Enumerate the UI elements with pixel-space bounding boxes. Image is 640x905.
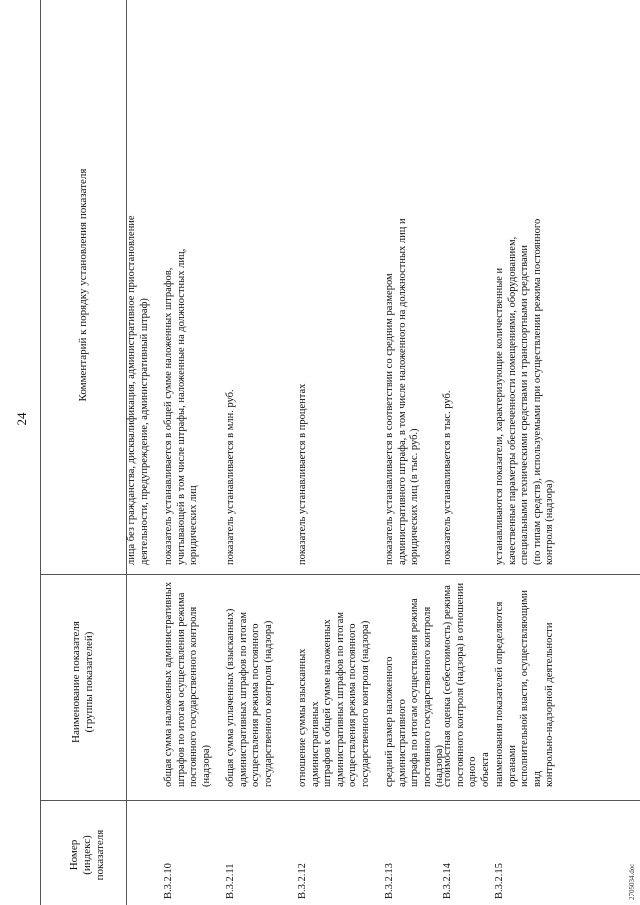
- name-line: административных штрафов по итогам: [237, 611, 249, 787]
- header-comment-line: Комментарий к порядку установления показателя: [76, 168, 89, 402]
- name-line: осуществления режима постоянного: [250, 623, 261, 787]
- comment-line: показатель устанавливается в процентах: [297, 383, 308, 565]
- comment-line: качественные параметры обеспеченности помещениями, оборудованием,: [506, 236, 518, 565]
- row-number: В.3.2.15: [494, 863, 505, 899]
- row-comment: [442, 10, 455, 565]
- header-number-column: [40, 809, 130, 901]
- row-comment: [163, 10, 201, 565]
- comment-line: юридических лиц: [188, 485, 199, 565]
- header-number-line-3: показателя: [93, 829, 106, 881]
- comment-line: (по типам средств), используемыми при осуществлении режима постоянного: [531, 218, 543, 565]
- name-line: штрафа по итогам осуществления режима: [409, 598, 420, 787]
- comment-line: административного штрафа, в том числе наложенного на должностных лиц и: [396, 218, 408, 565]
- name-line: государственного контроля (надзора): [262, 620, 274, 787]
- name-line: государственного контроля (надзора): [359, 620, 371, 787]
- header-number-line-1: Номер: [67, 839, 80, 871]
- comment-line: показатель устанавливается в соответствии со средним размером: [384, 273, 395, 565]
- name-line: осуществления режима постоянного: [347, 623, 358, 787]
- row-name: [163, 572, 213, 787]
- row-name: [297, 572, 372, 787]
- name-line: административных штрафов по итогам: [334, 611, 346, 787]
- name-line: отношение суммы взысканных административных: [297, 648, 321, 787]
- name-line: общая сумма наложенных административных: [163, 581, 174, 787]
- footer-filename: 2705034.doc: [628, 863, 636, 900]
- header-name-line-2: (группы показателей): [83, 631, 95, 733]
- comment-line: юридических лиц (в тыс. руб.): [409, 428, 420, 565]
- row-comment: [384, 10, 422, 565]
- row-comment: [225, 10, 238, 565]
- comment-line: показатель устанавливается в млн. руб.: [225, 389, 236, 565]
- header-name-column: [40, 577, 126, 787]
- comment-line: контроля (надзора): [544, 479, 555, 565]
- name-line: стоимостная оценка (себестоимость) режима: [442, 585, 453, 787]
- row-comment: [494, 10, 557, 565]
- row-name: [494, 572, 557, 787]
- column-divider-1: [40, 800, 640, 801]
- comment-line: учитывающей в том числе штрафы, наложенные на должностных лиц,: [175, 248, 187, 565]
- name-line: общая сумма уплаченных (взысканных): [225, 608, 236, 787]
- comment-line: специальными техническими средствами и транспортными средствами: [519, 244, 530, 565]
- row-number: В.3.2.11: [225, 863, 236, 899]
- row-name: [384, 572, 447, 787]
- name-line: постоянного государственного контроля (надзора): [188, 606, 212, 787]
- comment-line: лица без гражданства, дисквалификация, административное приостановление: [126, 215, 137, 565]
- table-row-continuation: [126, 10, 151, 565]
- name-line: контрольно-надзорной деятельности: [544, 622, 555, 787]
- name-line: штрафов к общей сумме наложенных: [322, 619, 333, 787]
- row-comment: [297, 10, 310, 565]
- row-name: [442, 572, 492, 787]
- name-line: постоянного контроля (надзора) в отношении одного: [454, 582, 478, 787]
- name-line: штрафов по итогам осуществления режима: [175, 592, 187, 787]
- row-name: [225, 572, 275, 787]
- page-number: 24: [14, 412, 29, 426]
- header-number-line-2: (индекс): [80, 835, 93, 875]
- name-line: объекта: [479, 752, 491, 787]
- comment-line: устанавливаются показатели, характеризующие количественные и: [494, 267, 505, 565]
- name-line: постоянного государственного контроля (надзора): [421, 606, 445, 787]
- row-number: В.3.2.10: [163, 863, 174, 899]
- name-line: наименования показателей определяются органами: [494, 601, 518, 787]
- comment-line: показатель устанавливается в общей сумме наложенных штрафов,: [163, 267, 174, 565]
- row-number: В.3.2.14: [442, 863, 453, 899]
- table-top-border: [40, 0, 41, 905]
- header-comment-column: [40, 5, 126, 565]
- row-number: В.3.2.13: [384, 863, 395, 899]
- header-name-line-1: Наименование показателя: [70, 621, 82, 743]
- row-number: В.3.2.12: [297, 863, 308, 899]
- name-line: исполнительной власти, осуществляющими вид: [519, 590, 543, 787]
- comment-line: деятельности, предупреждение, административный штраф): [138, 298, 150, 565]
- name-line: средний размер наложенного административного: [384, 656, 408, 787]
- comment-line: показатель устанавливается в тыс. руб.: [442, 390, 453, 565]
